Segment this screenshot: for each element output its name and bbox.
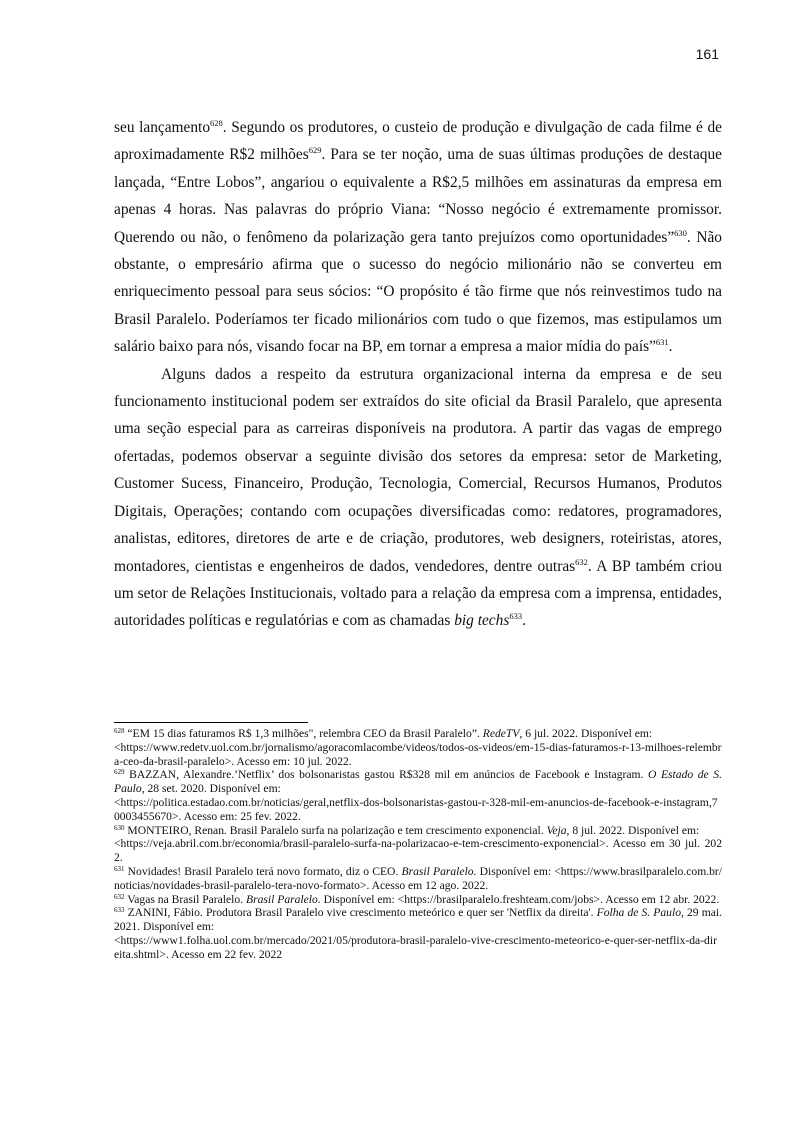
footnote-ref-630[interactable]: 630 [674,227,687,238]
body-text [114,114,722,635]
footnote-url[interactable]: <https://politica.estadao.com.br/noticias/geral,netflix-dos-bolsonaristas-gastou-r-328-mil-em-anuncios-de-facebook-e-instagram,70003455670>. Acesso em: 25 fev. 2022. [114,795,718,823]
p2-text-3: . [522,612,526,630]
footnote-text: Disponível em: [476,864,552,878]
p1-text-4: . Não obstante, o empresário afirma que o sucesso do negócio milionário não se converteu em enriquecimento pessoal para seus sócios: “O propósito é tão firme que nós reinvestimos tudo na Brasil Paralelo. Poderíamos ter ficado milionários com tudo o que fizemos, mas estipulamos um salário baixo para nós, visando focar na BP, em tornar a empresa a maior mídia do país” [114,228,722,356]
footnote-number: 632 [114,892,125,901]
footnote-ref-629[interactable]: 629 [308,145,322,156]
footnote-text: Vagas na Brasil Paralelo. [124,892,246,906]
footnote-url[interactable]: <https://www1.folha.uol.com.br/mercado/2021/05/produtora-brasil-paralelo-vive-crescimento-meteorico-e-quer-ser-netflix-da-direita.shtml>. Acesso em 22 fev. 2022 [114,933,717,961]
footnote-text: MONTEIRO, Renan. Brasil Paralelo surfa na polarização e tem crescimento exponencial. [124,823,547,837]
footnote-630 [114,824,722,865]
footnote-text: 28 set. 2020. Disponível em: [144,782,281,796]
footnote-ref-628[interactable]: 628 [210,118,223,128]
page-number: 161 [695,46,719,62]
footnote-number: 629 [114,768,125,777]
p1-text-1: seu lançamento [114,119,211,136]
footnote-ref-633[interactable]: 633 [509,611,523,622]
footnote-source: Brasil Paralelo. [401,864,477,878]
footnote-url[interactable]: <https://www.redetv.uol.com.br/jornalismo/agoracomlacombe/videos/todos-os-videos/em-15-dias-faturamos-r-13-milhoes-relembra-ceo-da-brasil-paralelo>. Acesso em: 10 jul. 2022. [114,740,722,768]
footnote-number: 633 [114,906,125,915]
footnote-text: BAZZAN, Alexandre.’Netflix’ dos bolsonaristas gastou R$328 mil em anúncios de Facebook e Instagram. [124,768,648,782]
footnote-text: , 8 jul. 2022. Disponível em: [566,823,700,837]
p1-text-3: . Para se ter noção, uma de suas últimas produções de destaque lançada, “Entre Lobos”, angariou o equivalente a R$2,5 milhões em assinaturas da empresa em apenas 4 horas. Nas palavras do próprio Viana: “Nosso negócio é extremamente promissor. Querendo ou não, o fenômeno da polarização gera tanto prejuízos como oportunidades” [114,146,722,246]
p2-text-2: . A BP também criou um setor de Relações Institucionais, voltado para a relação da empresa com a imprensa, entidades, autoridades políticas e regulatórias e com as chamadas [114,557,722,630]
p1-text-2: . Segundo os produtores, o custeio de produção e divulgação de cada filme é de aproximadamente R$2 milhões [114,119,722,164]
footnote-source: O Estado de S. Paulo, [114,768,722,796]
footnote-ref-631[interactable]: 631 [655,337,669,348]
footnote-ref-632[interactable]: 632 [575,556,588,567]
footnote-text: , 29 mai. 2021. Disponível em: [114,906,722,934]
footnote-text[interactable]: Disponível em: <https://brasilparalelo.freshteam.com/jobs>. Acesso em 12 abr. 2022. [320,892,720,906]
footnote-text: “EM 15 dias faturamos R$ 1,3 milhões", relembra CEO da Brasil Paralelo”. [124,727,483,740]
footnote-source: RedeTV [482,727,520,740]
footnote-629 [114,768,722,823]
paragraph-2 [114,361,722,635]
footnote-631 [114,865,722,893]
footnote-url[interactable]: <https://veja.abril.com.br/economia/brasil-paralelo-surfa-na-polarizacao-e-tem-crescimento-exponencial>. Acesso em 30 jul. 2022. [114,837,722,865]
p2-emphasis: big techs [454,612,510,630]
footnote-source: Folha de S. Paulo [596,906,681,920]
footnote-text: Novidades! Brasil Paralelo terá novo formato, diz o CEO. [124,864,402,878]
footnote-source: Veja [546,823,567,837]
footnote-number: 631 [114,864,125,873]
footnote-url[interactable]: <https://www.brasilparalelo.com.br/noticias/novidades-brasil-paralelo-tera-novo-formato>. Acesso em 12 ago. 2022. [114,864,722,892]
paragraph-1 [114,114,722,361]
footnote-text: , 6 jul. 2022. Disponível em: [519,727,653,740]
footnote-text: ZANINI, Fábio. Produtora Brasil Paralelo vive crescimento meteórico e quer ser 'Netflix da direita'. [124,906,597,920]
footnote-separator [114,722,308,723]
footnote-number: 630 [114,823,125,832]
footnote-source: Brasil Paralelo. [246,892,321,906]
footnote-628 [114,727,722,768]
footnote-632 [114,893,722,907]
footnote-number: 628 [114,727,125,735]
p1-text-5: . [668,338,673,356]
footnote-633 [114,906,722,961]
footnotes [114,727,722,962]
p2-text-1: Alguns dados a respeito da estrutura organizacional interna da empresa e de seu funcionamento institucional podem ser extraídos do site oficial da Brasil Paralelo, que apresenta uma seção especial para as carreiras disponíveis na produtora. A partir das vagas de emprego ofertadas, podemos observar a seguinte divisão dos setores da empresa: setor de Marketing, Customer Sucess, Financeiro, Produção, Tecnologia, Comercial, Recursos Humanos, Produtos Digitais, Operações; contando com ocupações diversificadas como: redatores, programadores, analistas, editores, diretores de arte e de criação, produtores, web designers, roteiristas, atores, montadores, cientistas e engenheiros de dados, vendedores, dentre outras [114,365,722,575]
